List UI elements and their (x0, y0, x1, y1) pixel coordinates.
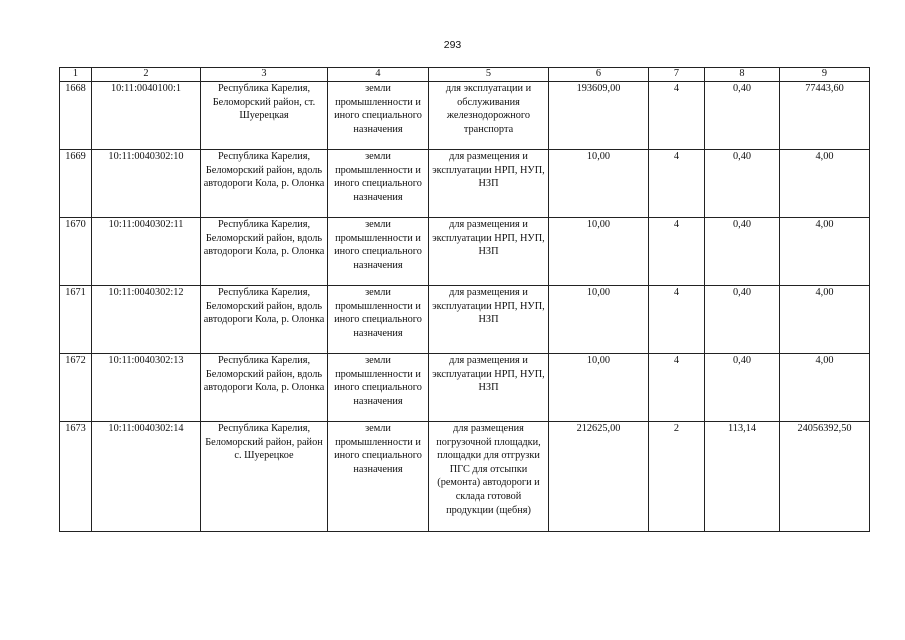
row-number-cell: 1673 (60, 422, 92, 532)
land-category-cell: земли промышленности и иного специального назначения (328, 286, 429, 354)
permitted-use-cell: для размещения и эксплуатации НРП, НУП, НЗП (429, 286, 549, 354)
cadastral-value-cell: 24056392,50 (780, 422, 870, 532)
specific-value-cell: 0,40 (705, 218, 780, 286)
row-number-cell: 1671 (60, 286, 92, 354)
row-number-cell: 1672 (60, 354, 92, 422)
table-row (60, 286, 870, 354)
land-category-cell: земли промышленности и иного специального назначения (328, 218, 429, 286)
specific-value-cell: 113,14 (705, 422, 780, 532)
cadastral-number-cell: 10:11:0040100:1 (92, 82, 201, 150)
cadastral-value-cell: 4,00 (780, 286, 870, 354)
group-cell: 4 (649, 82, 705, 150)
column-header: 4 (328, 68, 429, 82)
column-header: 1 (60, 68, 92, 82)
table-row (60, 150, 870, 218)
location-cell: Республика Карелия, Беломорский район, вдоль автодороги Кола, р. Олонка (201, 286, 328, 354)
permitted-use-cell: для размещения и эксплуатации НРП, НУП, НЗП (429, 354, 549, 422)
specific-value-cell: 0,40 (705, 82, 780, 150)
area-cell: 10,00 (549, 150, 649, 218)
table-body (60, 82, 870, 532)
table-header (60, 68, 870, 82)
row-number-cell: 1668 (60, 82, 92, 150)
permitted-use-cell: для эксплуатации и обслуживания железнодорожного транспорта (429, 82, 549, 150)
cadastral-number-cell: 10:11:0040302:13 (92, 354, 201, 422)
column-header: 6 (549, 68, 649, 82)
specific-value-cell: 0,40 (705, 286, 780, 354)
group-cell: 4 (649, 354, 705, 422)
land-category-cell: земли промышленности и иного специального назначения (328, 422, 429, 532)
land-category-cell: земли промышленности и иного специального назначения (328, 354, 429, 422)
area-cell: 10,00 (549, 354, 649, 422)
column-header: 8 (705, 68, 780, 82)
table-row (60, 422, 870, 532)
area-cell: 10,00 (549, 218, 649, 286)
cadastral-number-cell: 10:11:0040302:11 (92, 218, 201, 286)
location-cell: Республика Карелия, Беломорский район, ст. Шуерецкая (201, 82, 328, 150)
column-header: 3 (201, 68, 328, 82)
area-cell: 10,00 (549, 286, 649, 354)
column-header: 9 (780, 68, 870, 82)
table-row (60, 218, 870, 286)
row-number-cell: 1669 (60, 150, 92, 218)
cadastral-value-cell: 4,00 (780, 354, 870, 422)
group-cell: 4 (649, 218, 705, 286)
land-category-cell: земли промышленности и иного специального назначения (328, 150, 429, 218)
header-row (60, 68, 870, 82)
area-cell: 193609,00 (549, 82, 649, 150)
specific-value-cell: 0,40 (705, 150, 780, 218)
location-cell: Республика Карелия, Беломорский район, вдоль автодороги Кола, р. Олонка (201, 218, 328, 286)
land-plot-table (59, 67, 870, 532)
permitted-use-cell: для размещения и эксплуатации НРП, НУП, НЗП (429, 150, 549, 218)
cadastral-value-cell: 77443,60 (780, 82, 870, 150)
table-row (60, 354, 870, 422)
cadastral-number-cell: 10:11:0040302:14 (92, 422, 201, 532)
cadastral-number-cell: 10:11:0040302:12 (92, 286, 201, 354)
land-category-cell: земли промышленности и иного специального назначения (328, 82, 429, 150)
permitted-use-cell: для размещения и эксплуатации НРП, НУП, НЗП (429, 218, 549, 286)
row-number-cell: 1670 (60, 218, 92, 286)
group-cell: 2 (649, 422, 705, 532)
cadastral-value-cell: 4,00 (780, 150, 870, 218)
permitted-use-cell: для размещения погрузочной площадки, площадки для отгрузки ПГС для отсыпки (ремонта) автодороги и склада готовой продукции (щебня) (429, 422, 549, 532)
area-cell: 212625,00 (549, 422, 649, 532)
cadastral-number-cell: 10:11:0040302:10 (92, 150, 201, 218)
location-cell: Республика Карелия, Беломорский район, район с. Шуерецкое (201, 422, 328, 532)
column-header: 2 (92, 68, 201, 82)
location-cell: Республика Карелия, Беломорский район, вдоль автодороги Кола, р. Олонка (201, 150, 328, 218)
column-header: 7 (649, 68, 705, 82)
group-cell: 4 (649, 286, 705, 354)
location-cell: Республика Карелия, Беломорский район, вдоль автодороги Кола, р. Олонка (201, 354, 328, 422)
cadastral-value-cell: 4,00 (780, 218, 870, 286)
column-header: 5 (429, 68, 549, 82)
table-row (60, 82, 870, 150)
specific-value-cell: 0,40 (705, 354, 780, 422)
page-number: 293 (443, 39, 462, 51)
group-cell: 4 (649, 150, 705, 218)
